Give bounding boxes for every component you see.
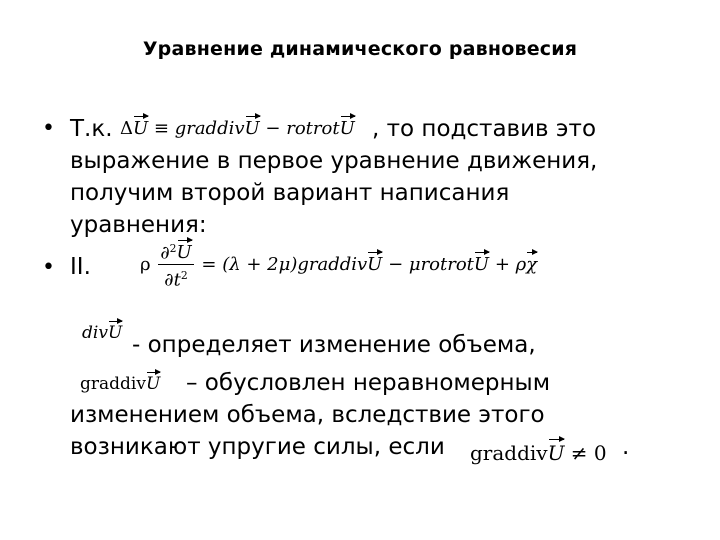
graddiv-description: – обусловлен неравномерным [186,370,551,396]
notes-line-3: изменением объема, вследствие этого [70,402,545,428]
graddiv-formula: graddivU [80,374,161,394]
laplacian-formula: ΔU ≡ graddivU − rotrotU [120,118,355,139]
motion-equation-formula: ρ $\frac{\partial^2U}{\partial t^2}$ = (λ + 2μ)graddivU − μrotrotU + ρχ [140,238,537,292]
bullet-1-line-2: выражение в первое уравнение движения, [70,148,598,174]
notes-line-4: возникают упругие силы, если [70,434,445,460]
bullet-1-prefix: Т.к. [70,116,113,142]
bullet-2-marker: • [42,255,55,280]
graddiv-nonzero-formula: graddivU ≠ 0 [470,441,607,465]
bullet-2-prefix: II. [70,254,91,280]
bullet-1-line-3: получим второй вариант написания [70,180,510,206]
bullet-1-suffix: , то подставив это [372,116,597,142]
bullet-1-line-4: уравнения: [70,212,207,238]
div-formula: divU [82,323,123,343]
notes-end-mark: . [622,434,630,460]
bullet-1-marker: • [42,116,55,141]
div-description: - определяет изменение объема, [132,332,536,358]
slide-title: Уравнение динамического равновесия [142,38,578,60]
